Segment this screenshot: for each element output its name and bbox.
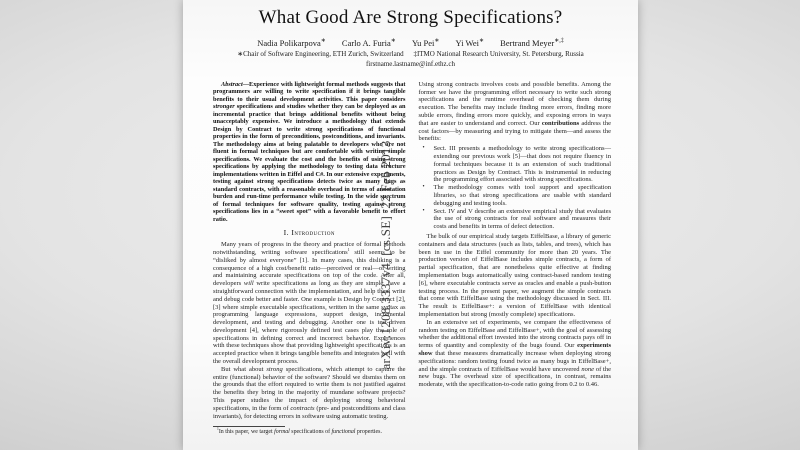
right-column <box>419 81 612 437</box>
author-name: Bertrand Meyer∗,‡ <box>500 37 564 48</box>
bullet-item <box>419 145 612 184</box>
affiliation-itmo: ‡ITMO National Research University, St. Petersburg, Russia <box>413 49 584 58</box>
bullet-icon: • <box>422 184 425 191</box>
experiments-paragraph: In an extensive set of experiments, we compare the effectiveness of random testing on EiffelBase and EiffelBase+, with the goal of assessing whether the additional effort invested into the strong contracts pays off in terms of quantity and complexity of the bugs found. Our experiments show that these measures dramatically increase when deploying strong specifications: random testing found twice as many bugs in EiffelBase+, and the simple contracts of EiffelBase would have uncovered none of the new bugs. The overhead size of specifications, in contrast, remains moderate, with the specification-to-code ratio going from 0.2 to 0.46. <box>418 318 612 389</box>
section-heading-introduction: I. Introduction <box>283 228 335 238</box>
author-affiliation-marker: ∗,‡ <box>554 38 564 44</box>
author-affiliation-marker: ∗ <box>390 38 396 44</box>
author-line <box>183 37 638 48</box>
author-affiliation-marker: ∗ <box>434 38 440 44</box>
author-affiliation-marker: ∗ <box>479 38 485 44</box>
bullet-icon: • <box>422 207 425 214</box>
contributions-paragraph: Using strong contracts involves costs and possible benefits. Among the former we have the programming effort necessary to write such strong specifications and the runtime overhead of checking them during execution. The benefits may include finding more errors, finding more subtle errors, finding errors more quickly, and exposing errors in ways that are easier to understand and correct. Our contributions address the cost factors—by measuring and trying to mitigate them—and assess the benefits: <box>418 80 612 143</box>
footnote-divider <box>213 426 285 427</box>
paper-title: What Good Are Strong Specifications? <box>258 7 563 28</box>
bullet-item <box>419 184 612 207</box>
contributions-bullet-list <box>419 145 612 231</box>
left-column <box>213 81 406 437</box>
intro-paragraph-2: But what about strong specifications, which attempt to capture the entire (functional) behavior of the software? Should we dismiss them on the grounds that the effort required to write them is not justified against the benefits they bring in the majority of mundane software projects? This paper studies the impact of deploying strong behavioral specifications, in the form of contracts (pre- and postconditions and class invariants), for detecting errors in software using automatic testing. <box>213 365 406 420</box>
email-line: firstname.lastname@inf.ethz.ch <box>365 59 456 68</box>
abstract-paragraph: Abstract—Experience with lightweight formal methods suggests that programmers are willing to write specification if it brings tangible benefits to their usual development activities. This paper considers stronger specifications and studies whether they can be deployed as an incremental practice that brings additional benefits without being unacceptably expensive. We introduce a methodology that extends Design by Contract to write strong specifications of functional properties in the form of preconditions, postconditions, and invariants. The methodology aims at being palatable to developers who are not fluent in formal techniques but are comfortable with writing simple specifications. We evaluate the cost and the benefits of using strong specifications by applying the methodology to testing data structure implementations written in Eiffel and C#. In our extensive experiments, testing against strong specifications detects twice as many bugs as standard contracts, with a reasonable overhead in terms of annotation burden and run-time performance while testing. In the wide spectrum of formal techniques for software quality, testing against strong specifications lies in a “sweet spot” with a favorable benefit to effort ratio. <box>213 80 406 223</box>
affiliation-eth: ∗Chair of Software Engineering, ETH Zurich, Switzerland <box>237 49 404 58</box>
intro-paragraph-1: Many years of progress in the theory and practice of formal methods notwithstanding, writing software specifications$^1$ still seems to be “disliked by almost everyone” [1]. In many cases, this disliking is a consequence of a high cost/benefit ratio—perceived or real—of writing and maintaining accurate specifications on top of the code. After all, developers will write specifications as long as they are simple, have a straightforward connection with the implementation, and help them write and debug code better and faster. One example is Design by Contract [2], [3] where simple executable specifications, written in the same syntax as programming language expressions, support design, incremental development, and testing and debugging. Another one is test-driven development [4], where rigorously defined test cases play the role of specifications in defining correct and incorrect behavior. Experiences with these techniques show that providing lightweight specifications is an accepted practice when it brings tangible benefits and integrates well with the overall development process. <box>213 241 406 366</box>
bullet-text: The methodology comes with tool support and specification libraries, so that strong specifications are usable with standard debugging and testing tools. <box>433 184 611 207</box>
author-name: Yi Wei∗ <box>455 37 485 48</box>
bullet-item <box>419 208 612 231</box>
author-name: Carlo A. Furia∗ <box>341 37 396 48</box>
two-column-body <box>183 81 638 437</box>
bullet-text: Sect. IV and V describe an extensive empirical study that evaluates the use of strong contracts for real software and measures their costs and benefits in terms of defect detection. <box>433 207 611 231</box>
affiliation-line <box>183 50 638 58</box>
paper-page <box>183 0 638 450</box>
bullet-icon: • <box>422 145 425 152</box>
author-name: Nadia Polikarpova∗ <box>257 37 326 48</box>
author-affiliation-marker: ∗ <box>320 38 326 44</box>
footnote-1: $^1$In this paper, we target formal specifications of functional properties. <box>217 427 382 436</box>
bullet-text: Sect. III presents a methodology to write strong specifications—extending our previous work [5]—that does not require fluency in formal techniques because it is an extension of such traditional practices as Design by Contract. This is instrumental in reducing the programming effort associated with strong specifications. <box>433 145 611 184</box>
eiffelbase-paragraph: The bulk of our empirical study targets EiffelBase, a library of generic containers and data structures (such as lists, tables, and trees), which has been in use in the Eiffel community for more than 20 years. The production version of EiffelBase includes simple contracts, a form of partial specification, that are nonetheless quite effective at finding implementation bugs automatically using contract-based random testing [6], where executable contracts serve as oracles and enable a push-button testing process. In the present paper, we augment the simple contracts that come with EiffelBase using the methodology discussed in Sect. III. The result is EiffelBase+: a version of EiffelBase with identical implementation but strong (mostly complete) specifications. <box>418 232 611 318</box>
arxiv-watermark: arXiv:1208.3337v4 [cs.SE] 22 Feb 2013 <box>378 140 393 370</box>
author-name: Yu Pei∗ <box>411 37 440 48</box>
